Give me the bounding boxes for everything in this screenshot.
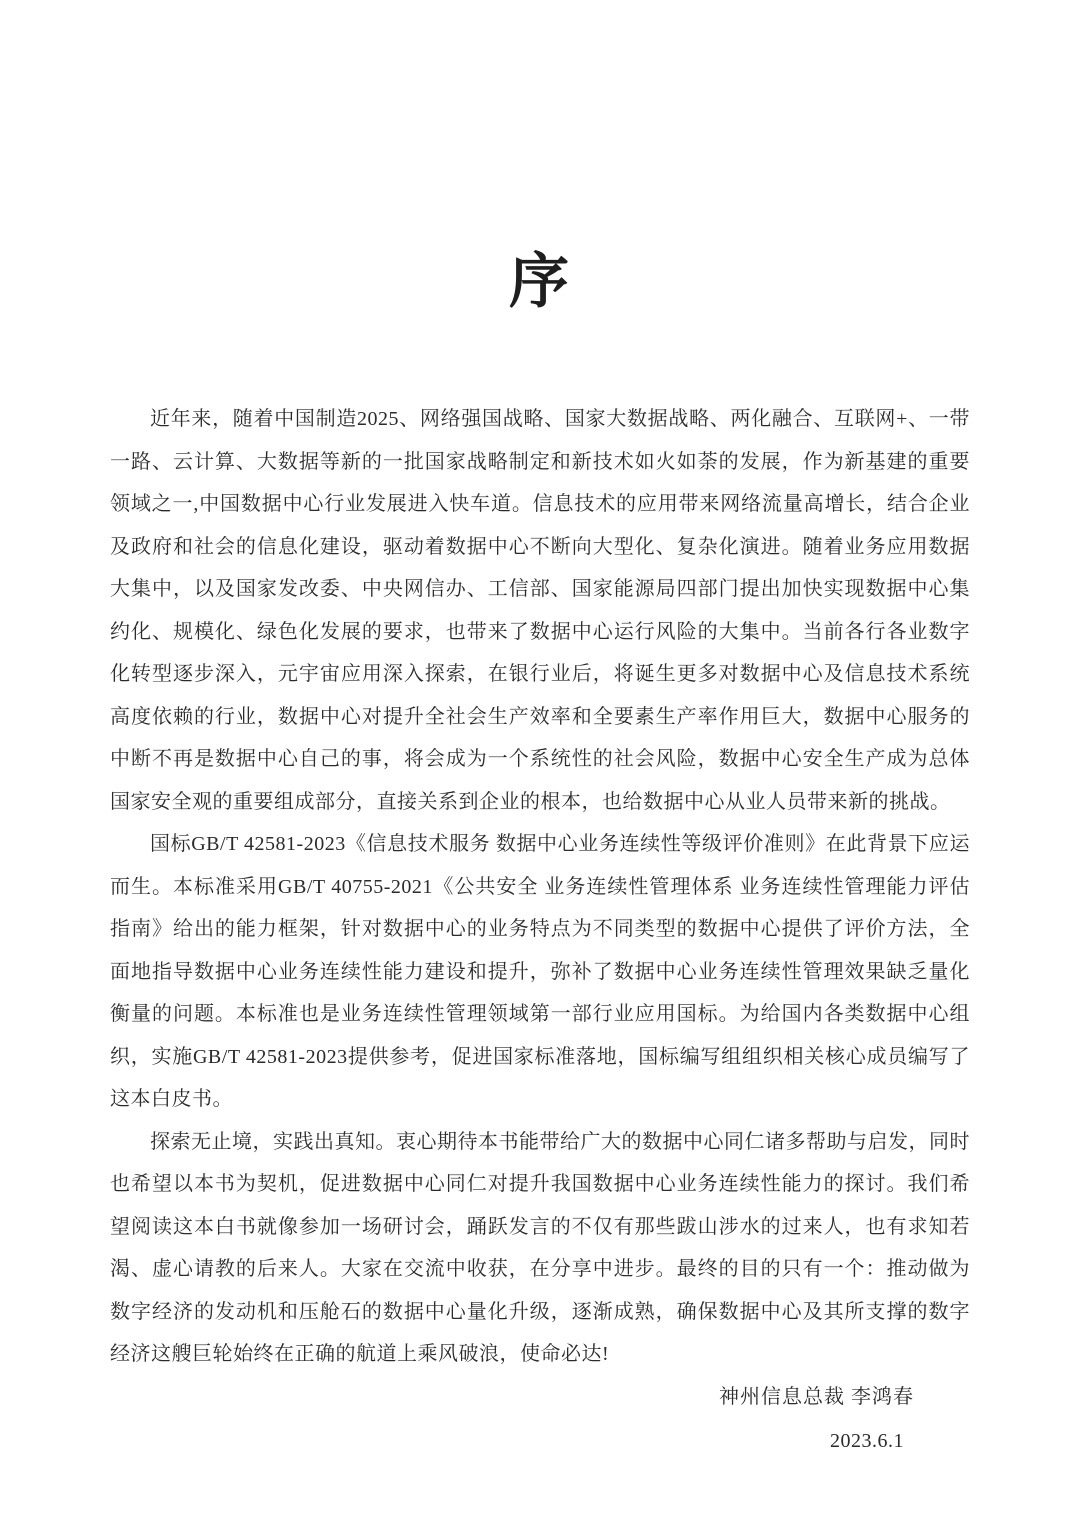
signature-date: 2023.6.1	[830, 1430, 904, 1452]
paragraph-1: 近年来，随着中国制造2025、网络强国战略、国家大数据战略、两化融合、互联网+、一带一路、云计算、大数据等新的一批国家战略制定和新技术如火如荼的发展，作为新基建的重要领域之一,中国数据中心行业发展进入快车道。信息技术的应用带来网络流量高增长，结合企业及政府和社会的信息化建设，驱动着数据中心不断向大型化、复杂化演进。随着业务应用数据大集中，以及国家发改委、中央网信办、工信部、国家能源局四部门提出加快实现数据中心集约化、规模化、绿色化发展的要求，也带来了数据中心运行风险的大集中。当前各行各业数字化转型逐步深入，元宇宙应用深入探索，在银行业后，将诞生更多对数据中心及信息技术系统高度依赖的行业，数据中心对提升全社会生产效率和全要素生产率作用巨大，数据中心服务的中断不再是数据中心自己的事，将会成为一个系统性的社会风险，数据中心安全生产成为总体国家安全观的重要组成部分，直接关系到企业的根本，也给数据中心从业人员带来新的挑战。	[110, 408, 970, 813]
preface-body	[110, 398, 970, 1376]
signature-author: 神州信息总裁 李鸿春	[719, 1385, 914, 1408]
paragraph-3: 探索无止境，实践出真知。衷心期待本书能带给广大的数据中心同仁诸多帮助与启发，同时也希望以本书为契机，促进数据中心同仁对提升我国数据中心业务连续性能力的探讨。我们希望阅读这本白书就像参加一场研讨会，踊跃发言的不仅有那些跋山涉水的过来人，也有求知若渴、虚心请教的后来人。大家在交流中收获，在分享中进步。最终的目的只有一个：推动做为数字经济的发动机和压舱石的数据中心量化升级，逐渐成熟，确保数据中心及其所支撑的数字经济这艘巨轮始终在正确的航道上乘风破浪，使命必达!	[110, 1130, 970, 1365]
signature-block	[110, 1376, 970, 1463]
paragraph-2: 国标GB/T 42581-2023《信息技术服务 数据中心业务连续性等级评价准则》在此背景下应运而生。本标准采用GB/T 40755-2021《公共安全 业务连续性管理体系 业务连续性管理能力评估指南》给出的能力框架，针对数据中心的业务特点为不同类型的数据中心提供了评价方法，全面地指导数据中心业务连续性能力建设和提升，弥补了数据中心业务连续性管理效果缺乏量化衡量的问题。本标准也是业务连续性管理领域第一部行业应用国标。为给国内各类数据中心组织，实施GB/T 42581-2023提供参考，促进国家标准落地，国标编写组组织相关核心成员编写了这本白皮书。	[110, 833, 970, 1110]
page-title: 序	[509, 249, 571, 315]
